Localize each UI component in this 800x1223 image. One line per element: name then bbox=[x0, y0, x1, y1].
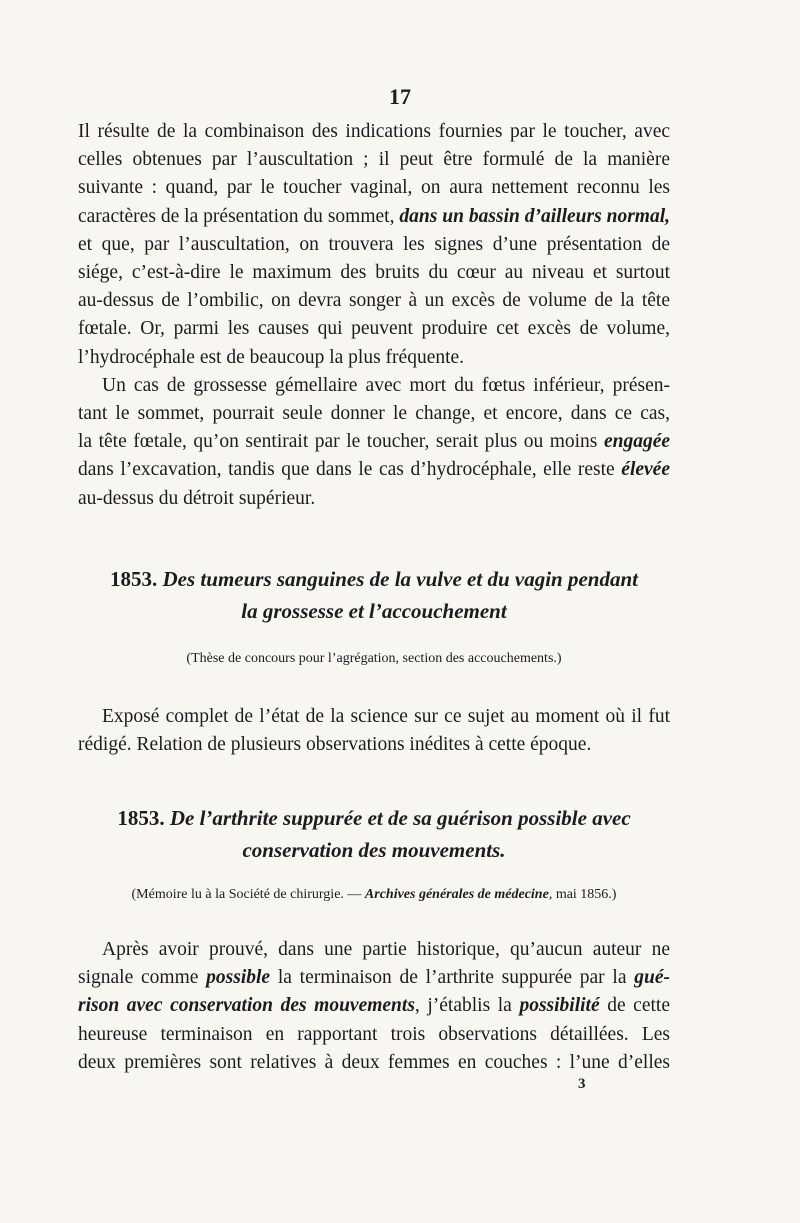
section-heading-tumeurs bbox=[78, 563, 670, 627]
section-title: De l’arthrite suppurée et de sa guérison possible avec bbox=[169, 806, 631, 830]
text-line: la tête fœtale, qu’on sentirait par le toucher, serait plus ou moins engagée bbox=[78, 431, 670, 453]
text-line: Un cas de grossesse gémellaire avec mort du fœtus inférieur, présen- bbox=[102, 374, 670, 396]
paragraph-tumeurs bbox=[78, 703, 670, 759]
text-line: Exposé complet de l’état de la science sur ce sujet au moment où il fut bbox=[102, 706, 670, 727]
emphasis: gué- bbox=[634, 967, 670, 989]
text-line: au-dessus du détroit supérieur. bbox=[78, 487, 316, 509]
text-line: et que, par l’auscultation, on trouvera les signes d’une présentation de bbox=[78, 233, 670, 255]
paragraph-arthrite bbox=[78, 936, 670, 1077]
section-title: la grossesse et l’accouchement bbox=[241, 599, 507, 623]
signature-mark: 3 bbox=[578, 1076, 586, 1092]
emphasis: dans un bassin d’ailleurs normal, bbox=[399, 205, 670, 227]
section-title: conservation des mouvements. bbox=[242, 838, 506, 862]
emphasis: élevée bbox=[621, 459, 670, 481]
text-line: l’hydrocéphale est de beaucoup la plus fréquente. bbox=[78, 346, 465, 368]
emphasis: engagée bbox=[603, 431, 670, 453]
text-line: signale comme possible la terminaison de l’arthrite suppurée par la gué- bbox=[78, 967, 670, 989]
text-line: deux premières sont relatives à deux femmes en couches : l’une d’elles bbox=[78, 1051, 670, 1073]
emphasis: possibilité bbox=[519, 995, 600, 1017]
text-line: heureuse terminaison en rapportant trois observations détaillées. Les bbox=[78, 1023, 670, 1045]
section-note: (Mémoire lu à la Société de chirurgie. — Archives générales de médecine, mai 1856.) bbox=[131, 887, 617, 902]
page-number: 17 bbox=[389, 84, 411, 109]
emphasis: possible bbox=[206, 967, 271, 989]
section-year: 1853. bbox=[110, 567, 158, 591]
text-line: rison avec conservation des mouvements, j’établis la possibilité de cette bbox=[78, 995, 670, 1017]
text-line: caractères de la présentation du sommet, dans un bassin d’ailleurs normal, bbox=[78, 205, 670, 227]
text-line: celles obtenues par l’auscultation ; il peut être formulé de la manière bbox=[78, 149, 670, 171]
text-line: fœtale. Or, parmi les causes qui peuvent produire cet excès de volume, bbox=[78, 318, 670, 340]
text-line: dans l’excavation, tandis que dans le cas d’hydrocéphale, elle reste élevée bbox=[78, 459, 670, 481]
text-line: Après avoir prouvé, dans une partie historique, qu’aucun auteur ne bbox=[102, 939, 670, 960]
text-line: Il résulte de la combinaison des indications fournies par le toucher, avec bbox=[78, 121, 670, 142]
section-year: 1853. bbox=[117, 806, 165, 830]
section-heading-arthrite bbox=[78, 802, 670, 866]
section-note: (Thèse de concours pour l’agrégation, section des accouchements.) bbox=[186, 651, 562, 666]
text-line: suivante : quand, par le toucher vaginal, on aura nettement reconnu les bbox=[78, 177, 670, 199]
text-line: au-dessus de l’ombilic, on devra songer à un excès de volume de la tête bbox=[78, 290, 670, 312]
section-title: Des tumeurs sanguines de la vulve et du vagin pendant bbox=[162, 567, 638, 591]
paragraph-hydrocephaly bbox=[78, 118, 670, 513]
text-line: siége, c’est-à-dire le maximum des bruits du cœur au niveau et surtout bbox=[78, 262, 670, 284]
text-line: rédigé. Relation de plusieurs observations inédites à cette époque. bbox=[78, 734, 592, 756]
text-line: tant le sommet, pourrait seule donner le change, et encore, dans ce cas, bbox=[78, 403, 670, 425]
emphasis: rison avec conservation des mouvements bbox=[78, 995, 415, 1017]
emphasis: Archives générales de médecine bbox=[364, 887, 549, 902]
